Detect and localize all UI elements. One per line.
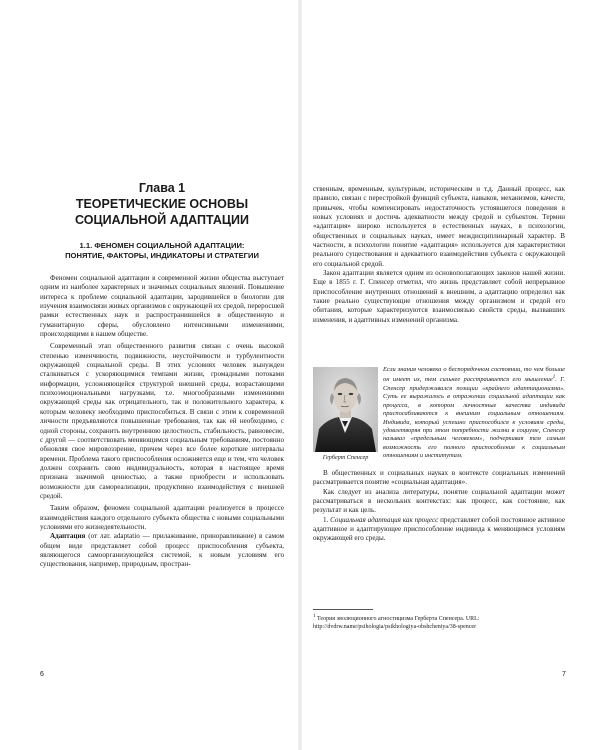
paragraph: Таким образом, феномен социальной адаптации реализуется в процессе взаимодействия каждого отдельного субъекта общества с новыми социальными условиями его жизнедеятельности. [40, 504, 284, 531]
list-number: 1. [323, 515, 331, 524]
paragraph-text: представляет собой постоянное активное адаптивное и адаптирующее приспособление индивида к меняющимся условиям окружающей его среды. [313, 515, 566, 543]
paragraph-text: (от лат. adaptatio — прилаживание, приноравливание) в самом общем виде представляет собой процесс приспособления субъекта, являющегося самоорганизующейся системой, к новым условиям его существования, например, природным, простран- [40, 532, 284, 569]
book-gutter [298, 0, 302, 750]
paragraph: В общественных и социальных науках в контексте социальных изменений рассматривается понятие «социальная адаптация». [313, 469, 565, 487]
paragraph: ственным, временным, культурным, историческим и т.д. Данный процесс, как правило, связан с перестройкой функций субъекта, навыков, механизмов, качеств, привычек, чтобы компенсировать недостаточность устоявшегося поведения в новых условиях и достичь адекватности между средой и субъектом. Термин «адаптация» широко используется в естественных науках, в психологии, общественных и социальных науках, имеет междисциплинарный характер. В частности, в психологии понятие «адаптация» используется для характеристики реального существования и адекватного взаимодействия субъекта с окружающей его социальной средой. [313, 185, 565, 268]
term-adaptation: Адаптация [50, 532, 86, 541]
quote-sentence: Г. Спенсер придерживался позиции «крайнего адаптационизма». Суть ее выражалось в отражении социальной адаптации как процесса, в котором личностные качества индивида приспосабливаются к внешним социальным отношениям. Индивида, который успешно приспособился к условиям среды, удовлетворяя при этом потребности жизни в социуме, Спенсер называл «предельным человеком», подчеркивая тем самым возможность его полного приспособления к социальным отношениям и институтам. [383, 376, 566, 460]
page-number-left: 6 [40, 671, 44, 678]
chapter-title-line: ТЕОРЕТИЧЕСКИЕ ОСНОВЫ [75, 197, 249, 211]
portrait-herbert-spencer [313, 367, 378, 452]
section-title-line: 1.1. ФЕНОМЕН СОЦИАЛЬНОЙ АДАПТАЦИИ: [79, 241, 245, 250]
chapter-title [40, 180, 284, 228]
spencer-quote-block [383, 366, 565, 461]
paragraph: Как следует из анализа литературы, понятие социальной адаптации может рассматриваться в нескольких контекстах: как процесс, как состояние, как результат и как цель. [313, 487, 565, 515]
paragraph [40, 532, 284, 569]
paragraph: Современный этап общественного развития связан с очень высокой степенью изменчивости, подвижности, неустойчивости и турбулентности окружающей социальной среды. В этих условиях человек вынужден сталкиваться с ускоряющимися темпами жизни, громадными потоками информации, усложняющейся структурой внешней среды, возрастающими психоэмоциональными нагрузками, т.е. многообразными изменениями окружающей среды как отрицательного, так и положительного характера, к которым человеку необходимо приспособиться. В связи с этим к современной личности предъявляются повышенные требования, так как ей необходимо, с одной стороны, сохранить внутреннюю целостность, стабильность, равновесие, с другой — соответствовать меняющимся социальным требованиям, постоянно обновляя свое мировоззрение, причем через все более короткие интервалы времени. Проблема такого приспособления осложняется еще и тем, что человек должен сохранить свою индивидуальность, которая в настоящее время признана значимой ценностью, а также приобрести и использовать возможности для самореализации, продуктивно взаимодействуя с внешней средой. [40, 342, 284, 500]
right-body-text-bottom [313, 469, 565, 544]
right-body-text-top [313, 185, 565, 325]
paragraph: Феномен социальной адаптации в современной жизни общества выступает одним из наиболее характерных и значимых социальных явлений. Повышение интереса к проблеме социальной адаптации, зародившейся в биологии для изучения взаимосвязи живых организмов с окружающей их средой, переросшей рамки естественных наук и распространившейся в общественную и гуманитарную сферы, обусловлено интенсивными изменениями, происходящими в нашем обществе. [40, 274, 284, 339]
page-number-right: 7 [562, 671, 566, 678]
footnote [313, 613, 565, 631]
section-title-line: ПОНЯТИЕ, ФАКТОРЫ, ИНДИКАТОРЫ И СТРАТЕГИИ [65, 251, 259, 260]
footnote-reference: 1 [552, 375, 556, 381]
photo-caption: Герберт Спенсер [322, 454, 369, 461]
left-body-text [40, 274, 284, 570]
quote-text: Если знания человека о беспорядочном состоянии, то чем больше он имеет их, тем сильнее расстраивается его мышление$^1$. Г. Спенсер придерживался позиции «крайнего адаптационизма». Суть ее выражалось в отражении социальной адаптации как процесса, в котором личностные качества индивида приспосабливаются к внешним социальным отношениям. Индивида, который успешно приспособился к условиям среды, удовлетворяя при этом потребности жизни в социуме, Спенсер называл «предельным человеком», подчеркивая тем самым возможность его полного приспособления к социальным отношениям и институтам. [383, 366, 566, 460]
chapter-number: Глава 1 [138, 181, 186, 195]
footnote-number: 1 [313, 614, 316, 619]
paragraph: Закон адаптации является одним из основополагающих законов нашей жизни. Еще в 1855 г. Г. Спенсер отметил, что жизнь представляет собой непрерывное приспособление внутренних отношений к внешним, а адаптацию определил как такие реально существующие отношения между организмом и средой его обитания, которые характеризуются взаимосвязью свойств среды, вызвавших изменения, и адаптивных изменений организма. [313, 269, 565, 324]
quote-sentence: Если знания человека о беспорядочном состоянии, то чем больше он имеет их, тем сильнее расстраивается его мышление [383, 366, 565, 384]
paragraph [313, 516, 565, 544]
footnote-divider [313, 609, 373, 610]
section-title [40, 241, 284, 261]
chapter-title-line: СОЦИАЛЬНОЙ АДАПТАЦИИ [75, 213, 249, 227]
footnote-text: Теория эволюционного агностицизма Герберта Спенсера. URL: http://dvdrw.name/psihologia/psikhologiya-obshcheniya/38-spencer [313, 616, 480, 630]
term-process: Социальная адаптация как процесс [330, 515, 439, 524]
